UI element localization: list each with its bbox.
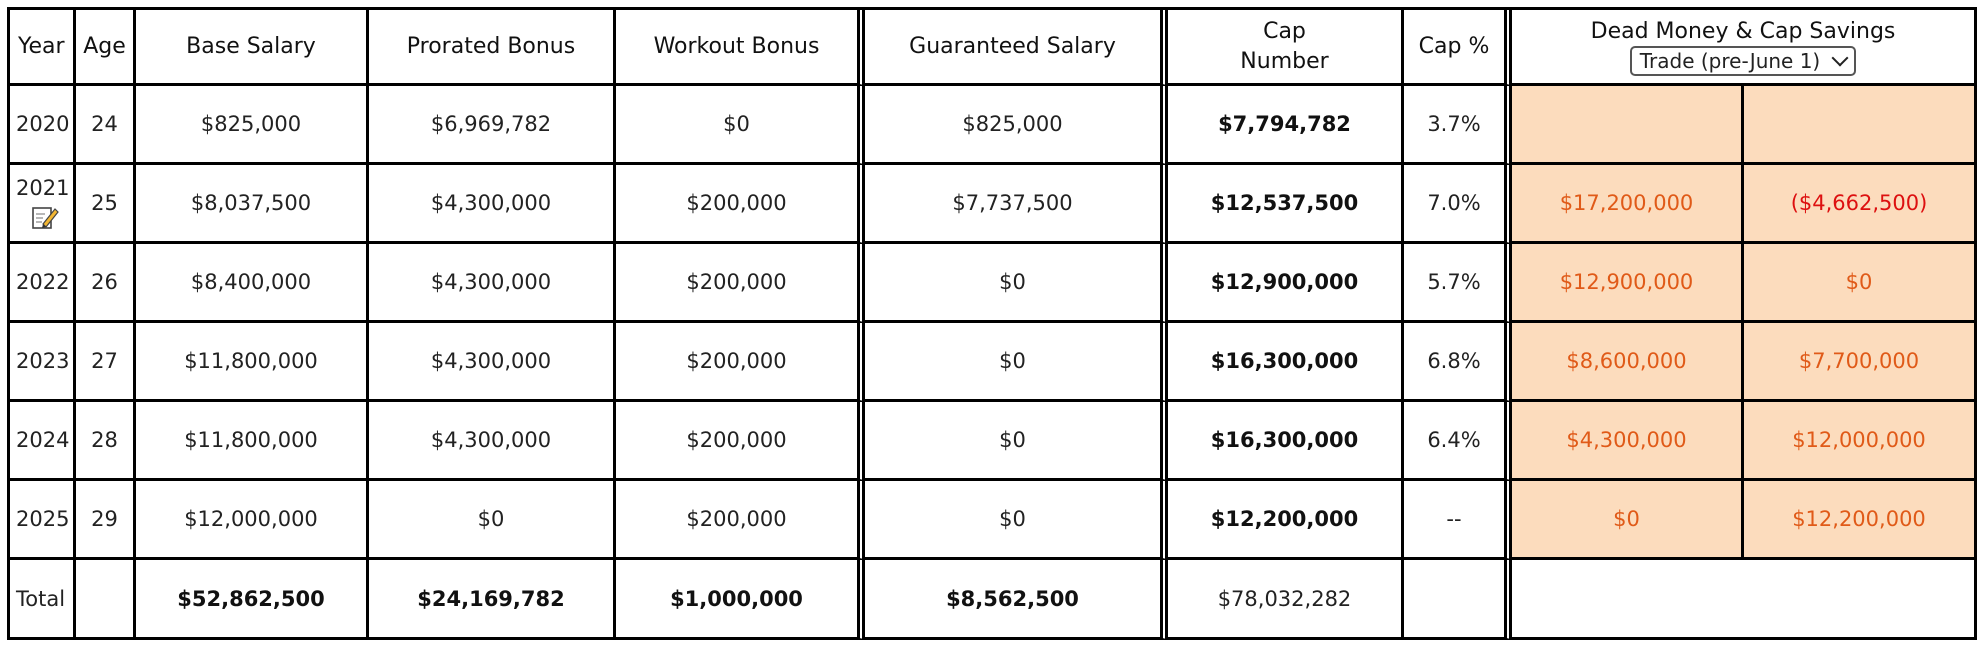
- table-row: [10, 402, 1977, 481]
- workout-bonus-cell: $0: [616, 86, 865, 165]
- header-dead-money: [1512, 10, 1977, 86]
- total-workout-bonus: $1,000,000: [616, 560, 865, 640]
- workout-bonus-cell: $200,000: [616, 481, 865, 560]
- cap-percent-cell: --: [1404, 481, 1512, 560]
- year-cell: [10, 86, 76, 165]
- cap-number-cell: $16,300,000: [1168, 323, 1404, 402]
- cap-savings-cell: $7,700,000: [1744, 323, 1977, 402]
- scenario-select-value: Trade (pre-June 1): [1639, 49, 1821, 73]
- year-value: 2021: [16, 176, 70, 200]
- age-cell: 26: [76, 244, 136, 323]
- base-salary-cell: $8,400,000: [136, 244, 369, 323]
- year-value: 2025: [16, 507, 70, 531]
- prorated-bonus-cell: $4,300,000: [369, 165, 616, 244]
- base-salary-cell: $825,000: [136, 86, 369, 165]
- table-row: [10, 244, 1977, 323]
- year-value: 2023: [16, 349, 70, 373]
- guaranteed-salary-cell: $0: [865, 402, 1168, 481]
- cap-savings-cell: ($4,662,500): [1744, 165, 1977, 244]
- table-row: [10, 86, 1977, 165]
- prorated-bonus-cell: $4,300,000: [369, 323, 616, 402]
- total-base-salary: $52,862,500: [136, 560, 369, 640]
- header-guaranteed-salary: Guaranteed Salary: [865, 10, 1168, 86]
- total-prorated-bonus: $24,169,782: [369, 560, 616, 640]
- total-guaranteed-salary: $8,562,500: [865, 560, 1168, 640]
- age-cell: 24: [76, 86, 136, 165]
- prorated-bonus-cell: $6,969,782: [369, 86, 616, 165]
- table-row: [10, 481, 1977, 560]
- table-row: [10, 165, 1977, 244]
- workout-bonus-cell: $200,000: [616, 165, 865, 244]
- guaranteed-salary-cell: $825,000: [865, 86, 1168, 165]
- year-cell: [10, 481, 76, 560]
- cap-savings-cell: $0: [1744, 244, 1977, 323]
- chevron-down-icon: [1832, 50, 1849, 67]
- age-cell: 28: [76, 402, 136, 481]
- age-cell: 29: [76, 481, 136, 560]
- header-cap-number-line2: Number: [1240, 48, 1329, 74]
- cap-number-cell: $12,200,000: [1168, 481, 1404, 560]
- contract-table: [7, 7, 1977, 640]
- guaranteed-salary-cell: $0: [865, 481, 1168, 560]
- cap-percent-cell: 7.0%: [1404, 165, 1512, 244]
- header-workout-bonus: Workout Bonus: [616, 10, 865, 86]
- year-value: 2024: [16, 428, 70, 452]
- year-cell: [10, 244, 76, 323]
- cap-number-cell: $12,900,000: [1168, 244, 1404, 323]
- cap-savings-cell: [1744, 86, 1977, 165]
- total-row: [10, 560, 1977, 640]
- dead-money-cell: $8,600,000: [1512, 323, 1744, 402]
- age-cell: 27: [76, 323, 136, 402]
- cap-savings-cell: $12,000,000: [1744, 402, 1977, 481]
- base-salary-cell: $8,037,500: [136, 165, 369, 244]
- total-cap-number: $78,032,282: [1168, 560, 1404, 640]
- base-salary-cell: $11,800,000: [136, 323, 369, 402]
- cap-number-cell: $12,537,500: [1168, 165, 1404, 244]
- base-salary-cell: $12,000,000: [136, 481, 369, 560]
- dead-money-cell: [1512, 86, 1744, 165]
- header-cap-percent: Cap %: [1404, 10, 1512, 86]
- year-cell: [10, 323, 76, 402]
- header-year: Year: [10, 10, 76, 86]
- workout-bonus-cell: $200,000: [616, 323, 865, 402]
- dead-money-title: Dead Money & Cap Savings: [1590, 19, 1896, 44]
- dead-money-cell: $4,300,000: [1512, 402, 1744, 481]
- prorated-bonus-cell: $4,300,000: [369, 244, 616, 323]
- edit-note-icon[interactable]: [30, 203, 60, 231]
- cap-percent-cell: 5.7%: [1404, 244, 1512, 323]
- scenario-select[interactable]: [1630, 46, 1856, 76]
- total-dead-money: [1512, 560, 1977, 640]
- guaranteed-salary-cell: $0: [865, 323, 1168, 402]
- header-cap-number: [1168, 10, 1404, 86]
- year-cell: [10, 402, 76, 481]
- cap-number-cell: $16,300,000: [1168, 402, 1404, 481]
- year-value: 2020: [16, 112, 70, 136]
- year-value: 2022: [16, 270, 70, 294]
- header-age: Age: [76, 10, 136, 86]
- workout-bonus-cell: $200,000: [616, 402, 865, 481]
- dead-money-cell: $0: [1512, 481, 1744, 560]
- year-cell: [10, 165, 76, 244]
- guaranteed-salary-cell: $0: [865, 244, 1168, 323]
- guaranteed-salary-cell: $7,737,500: [865, 165, 1168, 244]
- total-cap-percent: [1404, 560, 1512, 640]
- dead-money-cell: $17,200,000: [1512, 165, 1744, 244]
- prorated-bonus-cell: $4,300,000: [369, 402, 616, 481]
- cap-savings-cell: $12,200,000: [1744, 481, 1977, 560]
- age-cell: 25: [76, 165, 136, 244]
- cap-number-cell: $7,794,782: [1168, 86, 1404, 165]
- total-label: Total: [10, 560, 76, 640]
- base-salary-cell: $11,800,000: [136, 402, 369, 481]
- header-base-salary: Base Salary: [136, 10, 369, 86]
- prorated-bonus-cell: $0: [369, 481, 616, 560]
- cap-percent-cell: 6.8%: [1404, 323, 1512, 402]
- workout-bonus-cell: $200,000: [616, 244, 865, 323]
- dead-money-cell: $12,900,000: [1512, 244, 1744, 323]
- header-cap-number-line1: Cap: [1263, 18, 1306, 44]
- table-row: [10, 323, 1977, 402]
- cap-percent-cell: 3.7%: [1404, 86, 1512, 165]
- total-age: [76, 560, 136, 640]
- cap-percent-cell: 6.4%: [1404, 402, 1512, 481]
- header-prorated-bonus: Prorated Bonus: [369, 10, 616, 86]
